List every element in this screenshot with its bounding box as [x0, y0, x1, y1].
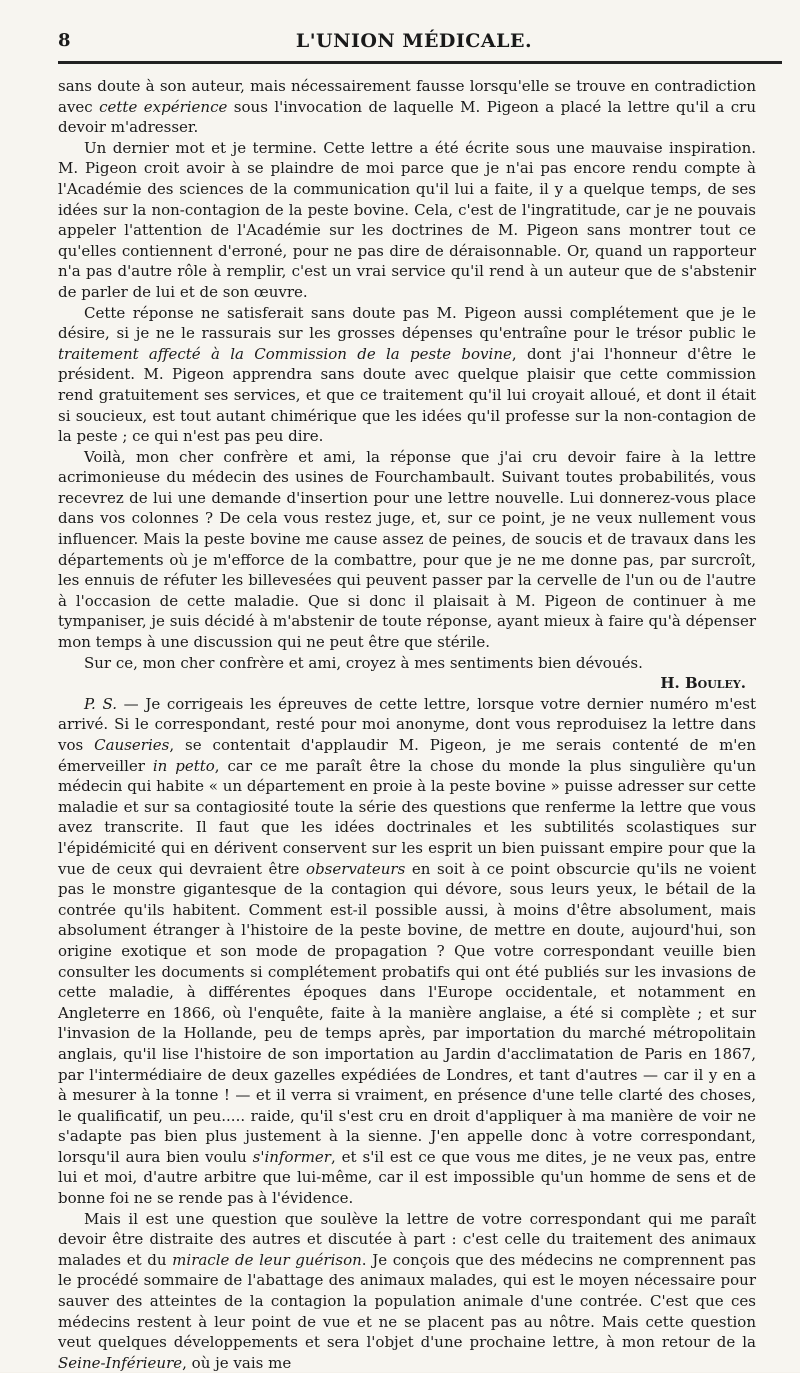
text-run: sans doute à son auteur, mais nécessairement fausse lorsqu'elle se trouve en contradiction avec: [58, 77, 756, 116]
text-run: , et s'il est ce que vous me dites, je ne veux pas, entre lui et moi, d'autre arbitre que lui-même, car il est impossible qu'un homme de sens et de bonne foi ne se rende pas à l'évidence.: [58, 1147, 756, 1208]
text-run: en soit à ce point obscurcie qu'ils ne voient pas le monstre gigantesque de la contagion qui dévore, sous leurs yeux, le bétail de la contrée qu'ils habitent. Comment est-il possible aussi, à moins d'être absolument, mais absolument étranger à l'histoire de la peste bovine, de mettre en doute, aujourd'hui, son origine exotique et son mode de propagation ? Que votre correspondant veuille bien consulter les documents si complétement probatifs qui ont été publiés sur les invasions de cette maladie, à différentes époques dans l'Europe occidentale, et notamment en Angleterre en 1866, où l'enquête, faite à la manière anglaise, a été si complète ; et sur l'invasion de la Hollande, peu de temps après, par importation du marché métropolitain anglais, qu'il lise l'histoire de son importation au Jardin d'acclimatation de Paris en 1867, par l'intermédiaire de deux gazelles expédiées de Londres, et tant d'autres — car il y en a à mesurer à la tonne ! — et il verra si vraiment, en présence d'une telle clarté des choses, le qualificatif, un peu..... raide, qu'il s'est cru en droit d'appliquer à ma manière de voir ne s'adapte pas bien plus justement à la sienne. J'en appelle donc à votre correspondant, lorsqu'il aura bien voulu: [58, 859, 756, 1166]
paragraph: [58, 653, 756, 674]
article-body: [58, 76, 756, 1373]
italic-run: observateurs: [306, 859, 406, 878]
text-run: Cette réponse ne satisferait sans doute pas M. Pigeon aussi complétement que je le désire, si je ne le rassurais sur les grosses dépenses qu'entraîne pour le trésor public le: [58, 303, 756, 343]
italic-run: in petto: [152, 756, 215, 775]
text-run: Mais il est une question que soulève la lettre de votre correspondant qui me paraît devoir être distraite des autres et discutée à part : c'est celle du traitement des animaux malades et du: [58, 1209, 756, 1269]
text-run: , dont j'ai l'honneur d'être le président. M. Pigeon apprendra sans doute avec quelque plaisir que cette commission rend gratuitement ses services, et que ce traitement qu'il lui croyait alloué, et dont il était si soucieux, est tout autant chimérique que les idées qu'il professe sur la non-contagion de la peste ; ce qui n'est pas peu dire.: [58, 344, 756, 446]
italic-run: miracle de leur guérison: [172, 1250, 362, 1269]
text-run: Sur ce, mon cher confrère et ami, croyez à mes sentiments bien dévoués.: [84, 653, 643, 672]
paragraph: [58, 138, 756, 303]
italic-run: s'informer: [252, 1147, 331, 1166]
signature: [58, 673, 756, 694]
page-number: 8: [58, 30, 71, 51]
text-run: Voilà, mon cher confrère et ami, la réponse que j'ai cru devoir faire à la lettre acrimonieuse du médecin des usines de Fourchambault. Suivant toutes probabilités, vous recevrez de lui une demande d'insertion pour une lettre nouvelle. Lui donnerez-vous place dans vos colonnes ? De cela vous restez juge, et, sur ce point, je ne veux nullement vous influencer. Mais la peste bovine me cause assez de peines, de soucis et de travaux dans les départements où je m'efforce de la combattre, pour que je ne me donne pas, par surcroît, les ennuis de réfuter les billevesées qui peuvent passer par la cervelle de l'un ou de l'autre à l'occasion de cette maladie. Que si donc il plaisait à M. Pigeon de continuer à me tympaniser, je suis décidé à m'abstenir de toute réponse, ayant mieux à faire qu'à dépenser mon temps à une discussion qui ne peut être que stérile.: [58, 447, 756, 652]
page-header: [58, 26, 770, 54]
text-run: H. Bouley.: [660, 674, 746, 693]
text-run: , où je vais me: [182, 1353, 292, 1372]
italic-run: Causeries: [94, 736, 170, 754]
italic-run: P. S.: [84, 694, 117, 713]
text-run: — Je corrigeais les épreuves de cette lettre, lorsque votre dernier numéro m'est arrivé. Si le correspondant, resté pour moi anonyme, dont vous reproduisez la lettre dans vos: [58, 694, 756, 754]
paragraph: [58, 76, 756, 138]
text-run: , se contentait d'applaudir M. Pigeon, je me serais contenté de m'en émerveiller: [58, 736, 756, 775]
text-run: , car ce me paraît être la chose du monde la plus singulière qu'un médecin qui habite « un département en proie à la peste bovine » puisse adresser sur cette maladie et sur sa contagiosité toute la série des questions que renferme la lettre que vous avez transcrite. Il faut que les idées doctrinales et les subtilités scolastiques sur l'épidémicité qui en dérivent conservent sur les esprit un bien puissant empire pour que la vue de ceux qui devraient être: [58, 756, 756, 878]
italic-run: cette expérience: [99, 97, 228, 116]
paragraph: [58, 303, 756, 447]
header-rule: [58, 61, 782, 64]
journal-title: L'UNION MÉDICALE.: [295, 30, 533, 52]
italic-run: traitement affecté à la Commission de la peste bovine: [58, 344, 512, 363]
text-run: sous l'invocation de laquelle M. Pigeon a placé la lettre qu'il a cru devoir m'adresser.: [58, 97, 757, 137]
paragraph: [58, 1209, 756, 1373]
text-run: . Je conçois que des médecins ne comprennent pas le procédé sommaire de l'abattage des animaux malades, qui est le moyen nécessaire pour sauver des atteintes de la contagion la population animale d'une contrée. C'est que ces médecins restent à leur point de vue et ne se placent pas au nôtre. Mais cette question veut quelques développements et sera l'objet d'une prochaine lettre, à mon retour de la: [58, 1250, 756, 1352]
italic-run: Seine-Inférieure: [58, 1353, 183, 1372]
text-run: Un dernier mot et je termine. Cette lettre a été écrite sous une mauvaise inspiration. M. Pigeon croit avoir à se plaindre de moi parce que je n'ai pas encore rendu compte à l'Académie des sciences de la communication qu'il lui a faite, il y a quelque temps, de ses idées sur la non-contagion de la peste bovine. Cela, c'est de l'ingratitude, car je ne pouvais appeler l'attention de l'Académie sur les doctrines de M. Pigeon sans montrer tout ce qu'elles contiennent d'erroné, pour ne pas dire de déraisonnable. Or, quand un rapporteur n'a pas d'autre rôle à remplir, c'est un vrai service qu'il rend à un auteur que de s'abstenir de parler de lui et de son œuvre.: [58, 138, 756, 301]
paragraph: [58, 447, 756, 653]
paragraph: [58, 694, 756, 1209]
